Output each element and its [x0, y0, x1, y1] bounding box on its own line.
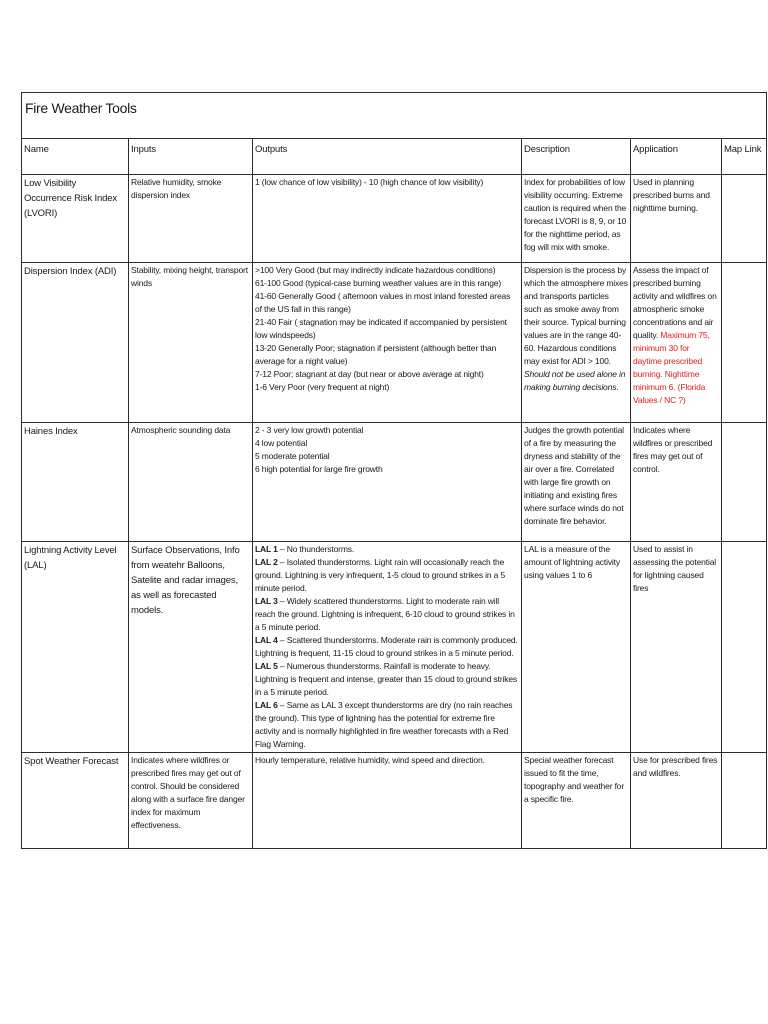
description-end: .: [616, 382, 619, 392]
lal-label: LAL 2: [255, 557, 278, 567]
lal-level: [255, 634, 519, 660]
lal-label: LAL 4: [255, 635, 278, 645]
lal-label: LAL 5: [255, 661, 278, 671]
table-row: [22, 423, 767, 542]
adi-output-line: 7-12 Poor; stagnant at day (but near or above average at night): [255, 369, 484, 379]
lal-text: – Isolated thunderstorms. Light rain will occasionally reach the ground. Lightning is very infrequent, 1-5 cloud to ground strikes in a 5 minute period.: [255, 557, 506, 593]
lal-text: – Widely scattered thunderstorms. Light to moderate rain will reach the ground. Lightning is infrequent, 6-10 cloud to ground strikes in a 5 minute period.: [255, 596, 515, 632]
row-inputs: Stability, mixing height, transport winds: [129, 263, 253, 423]
row-map-link[interactable]: [722, 542, 767, 753]
row-outputs: [253, 263, 522, 423]
adi-output-line: 1-6 Very Poor (very frequent at night): [255, 382, 390, 392]
sheet-title: Fire Weather Tools: [22, 93, 767, 139]
row-name: Spot Weather Forecast: [22, 753, 129, 849]
header-description: Description: [522, 139, 631, 175]
row-inputs: Atmospheric sounding data: [129, 423, 253, 542]
row-inputs: Indicates where wildfires or prescribed fires may get out of control. Should be considered along with a surface fire danger index for maximum effectiveness.: [129, 753, 253, 849]
adi-output-line: 13-20 Generally Poor; stagnation if persistent (although better than average for a night value): [255, 343, 497, 366]
row-description: Index for probabilities of low visibility occurring. Extreme caution is required when the forecast LVORI is 8, 9, or 10 for the nighttime period, as fog will mix with smoke.: [522, 175, 631, 263]
lal-text: – Same as LAL 3 except thunderstorms are dry (no rain reaches the ground). This type of lightning has the potential for extreme fire activity and is normally highlighted in fire weather forecasts with a Red Flag Warning.: [255, 700, 513, 749]
adi-output-line: 61-100 Good (typical-case burning weather values are in this range): [255, 278, 502, 288]
fire-weather-tools-table: [21, 92, 767, 849]
row-description: [522, 263, 631, 423]
row-map-link[interactable]: [722, 175, 767, 263]
row-outputs: [253, 423, 522, 542]
table-row: [22, 175, 767, 263]
row-description: Judges the growth potential of a fire by measuring the dryness and stability of the air over a fire. Correlated with large fire growth on initiating and existing fires where surface winds do not dominate fire behavior.: [522, 423, 631, 542]
row-description: LAL is a measure of the amount of lightning activity using values 1 to 6: [522, 542, 631, 753]
table-row: [22, 753, 767, 849]
lal-label: LAL 6: [255, 700, 278, 710]
lal-text: – Numerous thunderstorms. Rainfall is moderate to heavy. Lightning is frequent and intense, greater than 15 cloud to ground strikes in a 5 minute period.: [255, 661, 518, 697]
haines-output-line: 4 low potential: [255, 438, 308, 448]
haines-output-line: 6 high potential for large fire growth: [255, 464, 383, 474]
row-outputs: Hourly temperature, relative humidity, wind speed and direction.: [253, 753, 522, 849]
adi-output-line: >100 Very Good (but may indirectly indicate hazardous conditions): [255, 265, 496, 275]
header-row: [22, 139, 767, 175]
lal-level: [255, 543, 519, 556]
header-outputs: Outputs: [253, 139, 522, 175]
lal-label: LAL 3: [255, 596, 278, 606]
application-text: Assess the impact of prescribed burning activity and wildfires on atmospheric smoke concentrations and air quality.: [633, 265, 717, 340]
row-outputs: 1 (low chance of low visibility) - 10 (high chance of low visibility): [253, 175, 522, 263]
header-application: Application: [631, 139, 722, 175]
row-inputs: Surface Observations, Info from weatehr Balloons, Satelite and radar images, as well as forecasted models.: [129, 542, 253, 753]
row-name: Dispersion Index (ADI): [22, 263, 129, 423]
adi-output-line: 21-40 Fair ( stagnation may be indicated if accompanied by persistent low windspeeds): [255, 317, 507, 340]
row-map-link[interactable]: [722, 753, 767, 849]
lal-level: [255, 595, 519, 634]
header-inputs: Inputs: [129, 139, 253, 175]
row-outputs: [253, 542, 522, 753]
lal-text: – No thunderstorms.: [277, 544, 355, 554]
row-description: Special weather forecast issued to fit the time, topography and weather for a specific fire.: [522, 753, 631, 849]
row-application: Used to assist in assessing the potential for lightning caused fires: [631, 542, 722, 753]
row-name: Low Visibility Occurrence Risk Index (LVORI): [22, 175, 129, 263]
row-map-link[interactable]: [722, 263, 767, 423]
application-red-note: Maximum 75, minimum 30 for daytime prescribed burning. Nighttime minimum 6. (Florida Values / NC ?): [633, 330, 710, 405]
row-application: [631, 263, 722, 423]
description-italic: Should not be used alone in making burning decisions: [524, 369, 626, 392]
row-inputs: Relative humidity, smoke dispersion index: [129, 175, 253, 263]
table-row: [22, 263, 767, 423]
lal-text: – Scattered thunderstorms. Moderate rain is commonly produced. Lightning is frequent, 11-15 cloud to ground strikes in a 5 minute period.: [255, 635, 518, 658]
lal-label: LAL 1: [255, 544, 278, 554]
haines-output-line: 5 moderate potential: [255, 451, 330, 461]
row-application: Used in planning prescribed burns and nighttime burning.: [631, 175, 722, 263]
row-name: Lightning Activity Level (LAL): [22, 542, 129, 753]
lal-level: [255, 556, 519, 595]
header-map-link: Map Link: [722, 139, 767, 175]
row-application: Indicates where wildfires or prescribed fires may get out of control.: [631, 423, 722, 542]
lal-level: [255, 660, 519, 699]
adi-output-line: 41-60 Generally Good ( afternoon values in most inland forested areas of the US fall in this range): [255, 291, 511, 314]
table-row: [22, 542, 767, 753]
row-map-link[interactable]: [722, 423, 767, 542]
description-text: Dispersion is the process by which the atmosphere mixes and transports particles such as smoke away from their source. Typical burning values are in the range 40-60. Hazardous conditions may exist for ADI > 100.: [524, 265, 628, 366]
row-name: Haines Index: [22, 423, 129, 542]
header-name: Name: [22, 139, 129, 175]
lal-level: [255, 699, 519, 751]
row-application: Use for prescribed fires and wildfires.: [631, 753, 722, 849]
haines-output-line: 2 - 3 very low growth potential: [255, 425, 364, 435]
title-row: [22, 93, 767, 139]
